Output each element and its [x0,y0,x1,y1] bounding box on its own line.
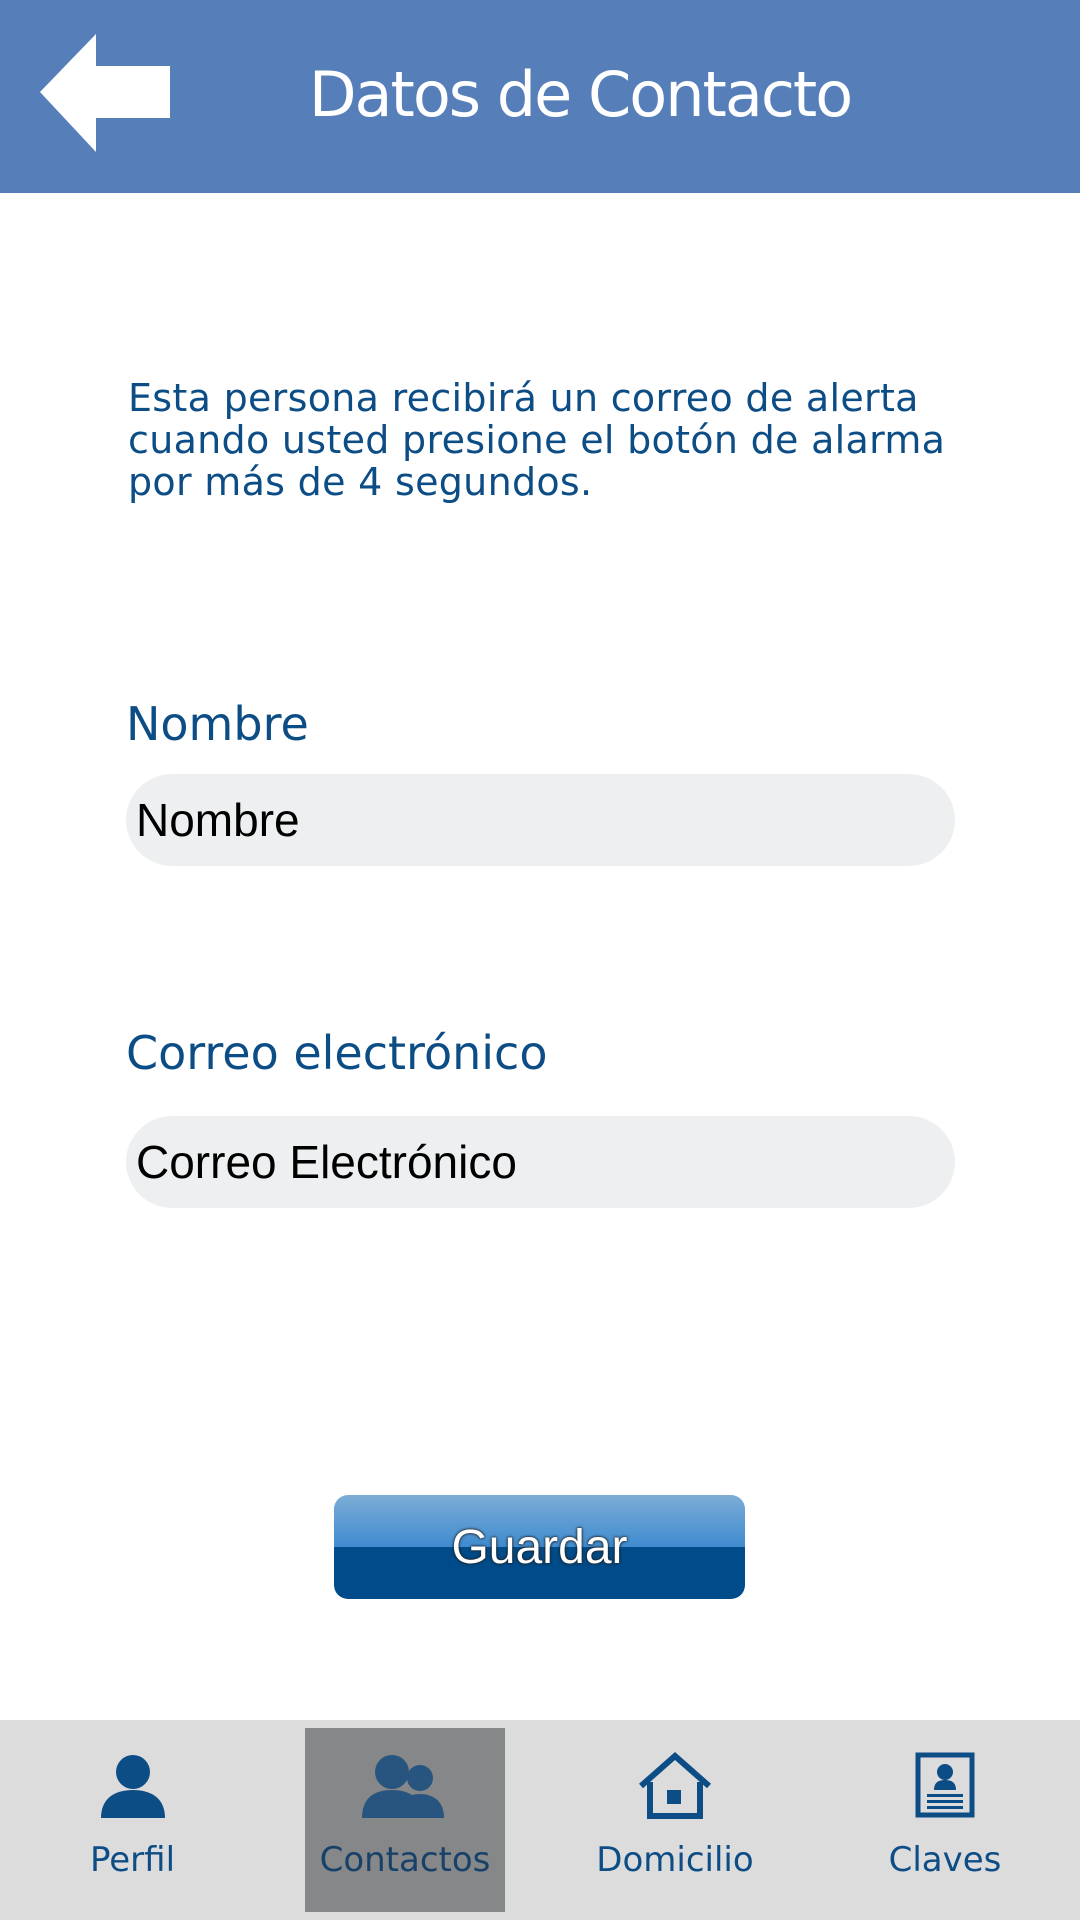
name-label: Nombre [126,697,309,751]
tab-contactos[interactable] [305,1728,505,1912]
tab-claves-label: Claves [888,1840,1002,1880]
tab-domicilio-label: Domicilio [596,1840,754,1880]
header-bar [0,0,1080,193]
tab-claves[interactable] [810,1720,1080,1920]
tab-domicilio[interactable] [540,1720,810,1920]
info-text: Esta persona recibirá un correo de alerta cuando usted presione el botón de alarma por más de 4 segundos. [128,376,946,504]
contacts-icon [360,1752,450,1822]
tab-perfil[interactable] [0,1720,265,1920]
person-icon [98,1752,168,1822]
id-card-icon [915,1752,975,1818]
bottom-tab-bar [0,1720,1080,1920]
house-icon [637,1752,713,1820]
save-button[interactable]: Guardar [334,1495,745,1599]
page-title: Datos de Contacto [308,58,852,131]
email-input[interactable] [126,1116,955,1208]
tab-perfil-label: Perfil [89,1840,176,1880]
tab-contactos-label: Contactos [319,1840,491,1880]
name-input[interactable] [126,774,955,866]
email-label: Correo electrónico [126,1026,548,1080]
